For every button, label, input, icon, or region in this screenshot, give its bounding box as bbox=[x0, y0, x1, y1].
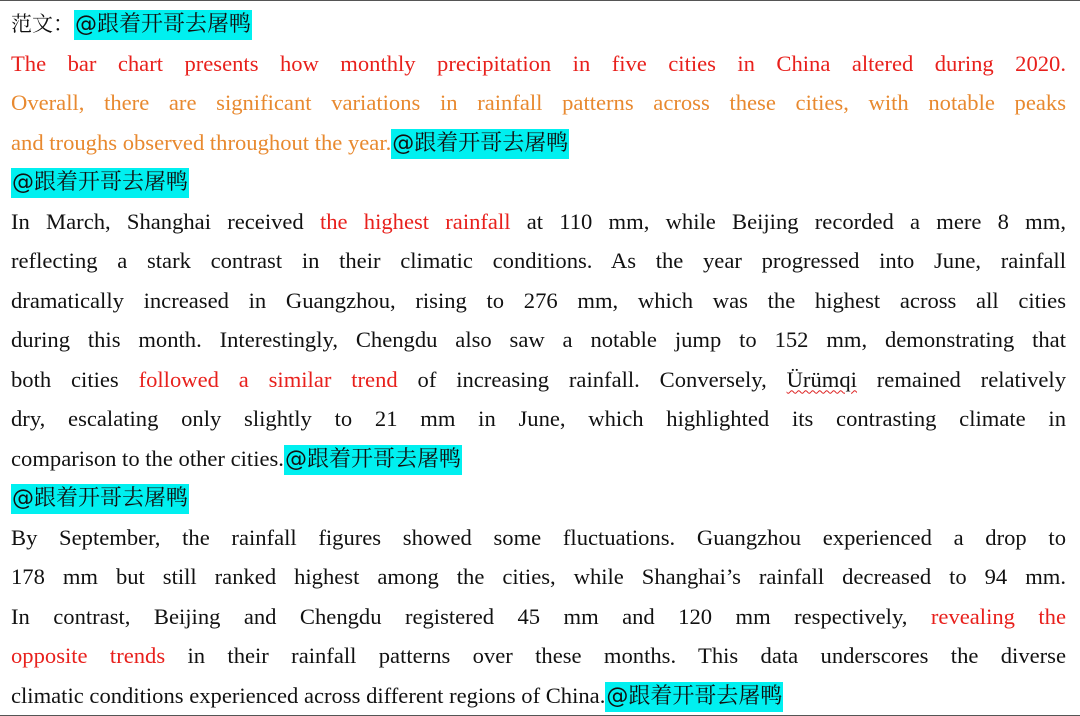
p1-text: remained relatively bbox=[856, 366, 1066, 392]
p2-line-1: By September, the rainfall figures showed some fluctuations. Guangzhou experienced a drop to bbox=[11, 524, 1066, 550]
p1-line-6: dry, escalating only slightly to 21 mm in June, which highlighted its contrasting climate in bbox=[11, 406, 1066, 431]
p2-emphasis: opposite trends bbox=[11, 643, 166, 668]
tag-line bbox=[11, 162, 1066, 202]
p2-emphasis: revealing the bbox=[930, 603, 1066, 629]
header-line bbox=[11, 4, 1066, 44]
p1-text: of increasing rainfall. Conversely, bbox=[397, 366, 787, 392]
p2-line-3 bbox=[11, 597, 1066, 637]
p1-text: at 110 mm, while Beijing recorded a mere 8 mm, bbox=[510, 208, 1066, 234]
p1-line-1 bbox=[11, 202, 1066, 242]
p1-line-2: reflecting a stark contrast in their climatic conditions. As the year progressed into June, rainfall bbox=[11, 248, 1066, 273]
intro-line-1: The bar chart presents how monthly precipitation in five cities in China altered during 2020. bbox=[11, 50, 1066, 76]
p1-line-3: dramatically increased in Guangzhou, rising to 276 mm, which was the highest across all cities bbox=[11, 287, 1066, 313]
p1-line-7 bbox=[11, 439, 1066, 479]
tag-line bbox=[11, 478, 1066, 518]
essay-prefix: 范文： bbox=[11, 12, 74, 36]
intro-line-3-text: and troughs observed throughout the year. bbox=[11, 129, 392, 155]
intro-line-2: Overall, there are significant variations in rainfall patterns across these cities, with notable peaks bbox=[11, 90, 1066, 115]
p2-line-4 bbox=[11, 636, 1066, 676]
spellcheck-word: Ürümqi bbox=[786, 366, 857, 392]
p1-text: comparison to the other cities. bbox=[11, 445, 284, 471]
watermark-tag: @跟着开哥去屠鸭 bbox=[74, 10, 252, 40]
watermark-tag: @跟着开哥去屠鸭 bbox=[11, 484, 189, 514]
watermark-tag: @跟着开哥去屠鸭 bbox=[284, 445, 462, 475]
p1-text: In March, Shanghai received bbox=[11, 208, 320, 234]
intro-line-3 bbox=[11, 123, 1066, 163]
p1-text: both cities bbox=[11, 366, 139, 392]
watermark-tag: @跟着开哥去屠鸭 bbox=[605, 682, 783, 712]
p2-line-5 bbox=[11, 676, 1066, 716]
p2-line-2: 178 mm but still ranked highest among the cities, while Shanghai’s rainfall decreased to 94 mm. bbox=[11, 564, 1066, 589]
p1-emphasis: followed a similar trend bbox=[138, 366, 398, 392]
watermark-tag: @跟着开哥去屠鸭 bbox=[11, 168, 189, 198]
p2-text: In contrast, Beijing and Chengdu registered 45 mm and 120 mm respectively, bbox=[11, 603, 931, 629]
p1-line-5 bbox=[11, 360, 1066, 400]
p1-emphasis: the highest rainfall bbox=[319, 208, 511, 234]
p1-line-4: during this month. Interestingly, Chengdu also saw a notable jump to 152 mm, demonstrating that bbox=[11, 327, 1066, 352]
watermark-tag: @跟着开哥去屠鸭 bbox=[391, 129, 569, 159]
p2-text: in their rainfall patterns over these months. This data underscores the diverse bbox=[165, 643, 1066, 668]
p2-text: climatic conditions experienced across different regions of China. bbox=[11, 682, 606, 708]
